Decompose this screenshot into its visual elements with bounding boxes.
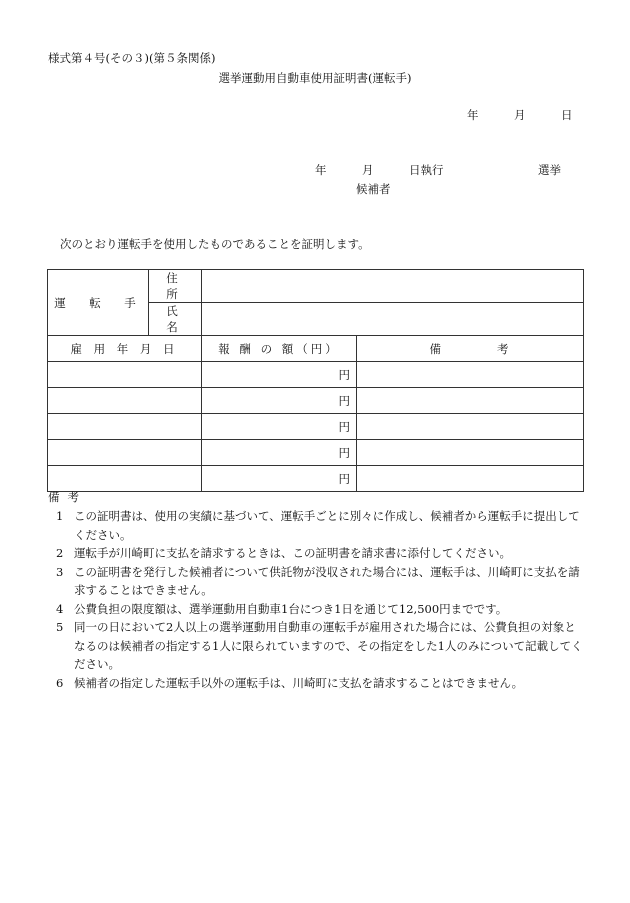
- table-row: [48, 466, 584, 492]
- remarks-cell[interactable]: [357, 440, 584, 466]
- table-row: [48, 440, 584, 466]
- note-number: 3: [56, 564, 64, 579]
- note-item: [56, 563, 586, 600]
- candidate-label: 候補者: [356, 182, 391, 196]
- note-item: [56, 507, 586, 544]
- remuneration-cell[interactable]: 円: [202, 362, 357, 388]
- table-row: [48, 362, 584, 388]
- employment-date-header: 雇 用 年 月 日: [48, 336, 202, 362]
- note-number: 6: [56, 675, 64, 690]
- election-date-line: [0, 162, 630, 178]
- remarks-header: 備 考: [357, 336, 584, 362]
- note-number: 2: [56, 546, 64, 560]
- note-text: 運転手が川崎町に支払を請求するときは、この証明書を請求書に添付してください。: [74, 546, 511, 560]
- notes-list: [56, 507, 586, 692]
- employment-date-cell[interactable]: [48, 414, 202, 440]
- date-month-label: 月: [514, 108, 526, 122]
- remuneration-cell[interactable]: 円: [202, 466, 357, 492]
- employment-date-cell[interactable]: [48, 362, 202, 388]
- remarks-cell[interactable]: [357, 414, 584, 440]
- note-number: 4: [56, 601, 64, 616]
- certification-statement: 次のとおり運転手を使用したものであることを証明します。: [60, 237, 370, 251]
- date-day-label: 日: [561, 108, 573, 122]
- note-number: 1: [56, 509, 64, 523]
- election-year-label: 年: [315, 163, 327, 177]
- notes-title: 備考: [48, 490, 87, 504]
- note-text: 公費負担の限度額は、選挙運動用自動車1台につき1日を通じて12,500円までです。: [74, 601, 508, 616]
- note-item: [56, 618, 586, 674]
- remuneration-cell[interactable]: 円: [202, 388, 357, 414]
- employment-date-cell[interactable]: [48, 388, 202, 414]
- note-text: 候補者の指定した運転手以外の運転手は、川崎町に支払を請求することはできません。: [74, 675, 524, 690]
- note-text: 同一の日において2人以上の選挙運動用自動車の運転手が雇用された場合には、公費負担の対象となるのは候補者の指定する1人に限られていますので、その指定をした1人のみについて記載してください。: [74, 620, 583, 671]
- remuneration-cell[interactable]: 円: [202, 414, 357, 440]
- address-label: 住 所: [149, 270, 202, 303]
- table-row: [48, 388, 584, 414]
- remuneration-header: 報 酬 の 額（円）: [202, 336, 357, 362]
- driver-label: 運 転 手: [48, 270, 149, 336]
- employment-date-cell[interactable]: [48, 440, 202, 466]
- note-item: [56, 600, 586, 619]
- table-row: [48, 414, 584, 440]
- note-text: この証明書を発行した候補者について供託物が没収された場合には、運転手は、川崎町に支払を請求することはできません。: [74, 564, 580, 597]
- election-held-label: 日執行: [409, 163, 444, 177]
- election-label: 選挙: [538, 163, 561, 177]
- table-row: [48, 270, 584, 303]
- note-item: [56, 674, 586, 693]
- table-header-row: [48, 336, 584, 362]
- remarks-cell[interactable]: [357, 388, 584, 414]
- date-year-label: 年: [467, 108, 479, 122]
- issue-date-line: [0, 107, 630, 123]
- note-number: 5: [56, 620, 64, 634]
- address-field[interactable]: [202, 270, 584, 303]
- note-item: [56, 544, 586, 563]
- remuneration-cell[interactable]: 円: [202, 440, 357, 466]
- remarks-cell[interactable]: [357, 362, 584, 388]
- election-month-label: 月: [362, 163, 374, 177]
- document-title: 選挙運動用自動車使用証明書(運転手): [218, 71, 412, 85]
- name-label: 氏 名: [149, 303, 202, 336]
- certificate-table: [47, 269, 584, 492]
- name-field[interactable]: [202, 303, 584, 336]
- remarks-cell[interactable]: [357, 466, 584, 492]
- employment-date-cell[interactable]: [48, 466, 202, 492]
- form-number-label: 様式第４号(その３)(第５条関係): [48, 51, 216, 65]
- note-text: この証明書は、使用の実績に基づいて、運転手ごとに別々に作成し、候補者から運転手に提出してください。: [74, 509, 580, 542]
